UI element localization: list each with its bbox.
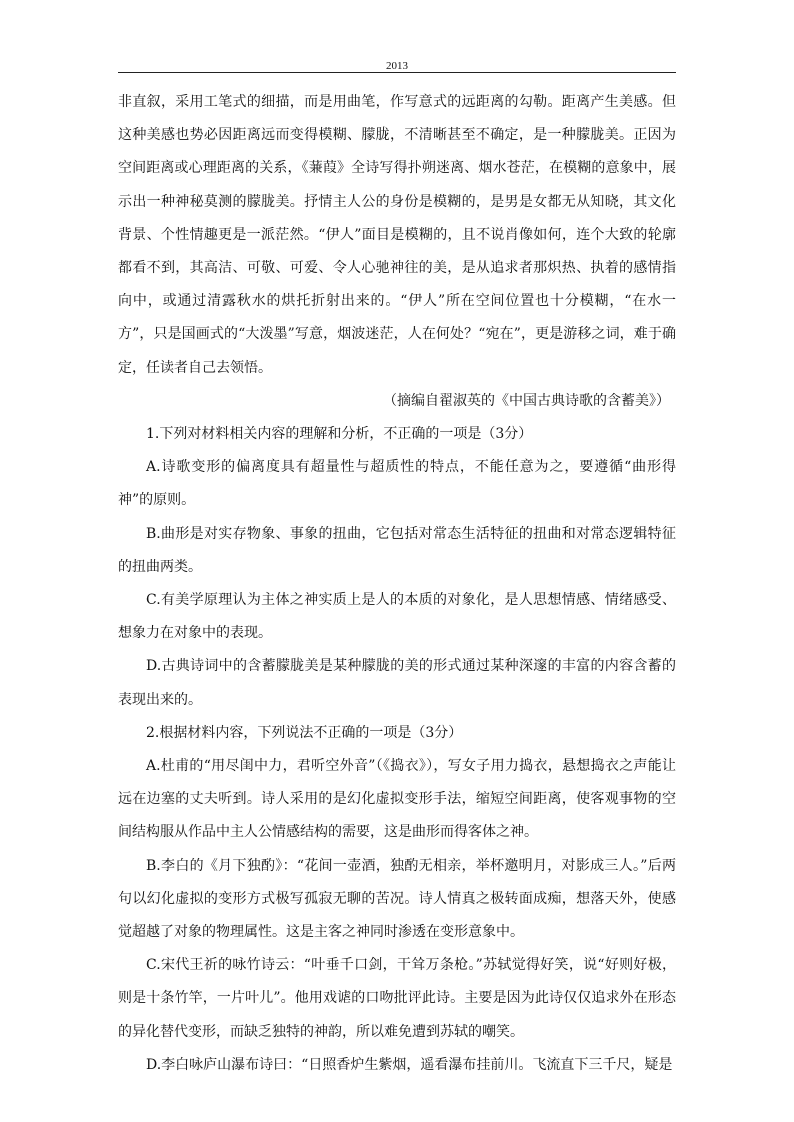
question-2-option-d: D.李白咏庐山瀑布诗曰：“日照香炉生紫烟，遥看瀑布挂前川。飞流直下三千尺，疑是 — [146, 1056, 673, 1073]
passage-source: （摘编自翟淑英的《中国古典诗歌的含蓄美》） — [383, 392, 670, 409]
header-year: 2013 — [386, 60, 408, 72]
question-2-option-a: A.杜甫的“用尽闺中力，君听空外音”（《捣衣》），写女子用力捣衣，悬想捣衣之声能让远在边塞的丈夫听到。诗人采用的是幻化虚拟变形手法，缩短空间距离，使客观事物的空间结构服从作品中主人公情感结构的需要，这是曲形而得客体之神。 — [118, 758, 676, 841]
passage-paragraph: 非直叙，采用工笔式的细描，而是用曲笔，作写意式的远距离的勾勒。距离产生美感。但这种美感也势必因距离远而变得模糊、朦胧，不清晰甚至不确定，是一种朦胧美。正因为空间距离或心理距离的关系，《蒹葭》全诗写得扑朔迷离、烟水苍茫，在模糊的意象中，展示出一种神秘莫测的朦胧美。抒情主人公的身份是模糊的，是男是女都无从知晓，其文化背景、个性情趣更是一派茫然。“伊人”面目是模糊的，且不说肖像如何，连个大致的轮廓都看不到，其高洁、可敬、可爱、令人心驰神往的美，是从追求者那炽热、执着的感情指向中，或通过清露秋水的烘托折射出来的。“伊人”所在空间位置也十分模糊，“在水一方”，只是国画式的“大泼墨”写意，烟波迷茫，人在何处？“宛在”，更是游移之词，难于确定，任读者自己去领悟。 — [118, 94, 676, 376]
page-content — [118, 86, 676, 1082]
question-1-option-d: D.古典诗词中的含蓄朦胧美是某种朦胧的美的形式通过某种深邃的丰富的内容含蓄的表现出来的。 — [118, 658, 676, 708]
question-1-option-a: A.诗歌变形的偏离度具有超量性与超质性的特点，不能任意为之，要遵循“曲形得神”的原则。 — [118, 459, 676, 509]
question-1-stem: 1.下列对材料相关内容的理解和分析，不正确的一项是（3分） — [146, 426, 533, 443]
page-header — [118, 54, 676, 73]
question-1-option-b: B.曲形是对实存物象、事象的扭曲，它包括对常态生活特征的扭曲和对常态逻辑特征的扭曲两类。 — [118, 525, 676, 575]
question-2-option-b: B.李白的《月下独酌》：“花间一壶酒，独酌无相亲，举杯邀明月，对影成三人。”后两句以幻化虚拟的变形方式极写孤寂无聊的苦况。诗人情真之极转面成痴，想落天外，使感觉超越了对象的物理属性。这是主客之神同时渗透在变形意象中。 — [118, 857, 676, 941]
question-2-stem: 2.根据材料内容，下列说法不正确的一项是（3分） — [146, 724, 463, 741]
question-1-option-c: C.有美学原理认为主体之神实质上是人的本质的对象化，是人思想情感、情绪感受、想象力在对象中的表现。 — [118, 592, 676, 642]
question-2-option-c: C.宋代王祈的咏竹诗云：“叶垂千口剑，干耸万条枪。”苏轼觉得好笑，说“好则好极，则是十条竹竿，一片叶儿”。他用戏谑的口吻批评此诗。主要是因为此诗仅仅追求外在形态的异化替代变形，而缺乏独特的神韵，所以难免遭到苏轼的嘲笑。 — [118, 957, 676, 1040]
